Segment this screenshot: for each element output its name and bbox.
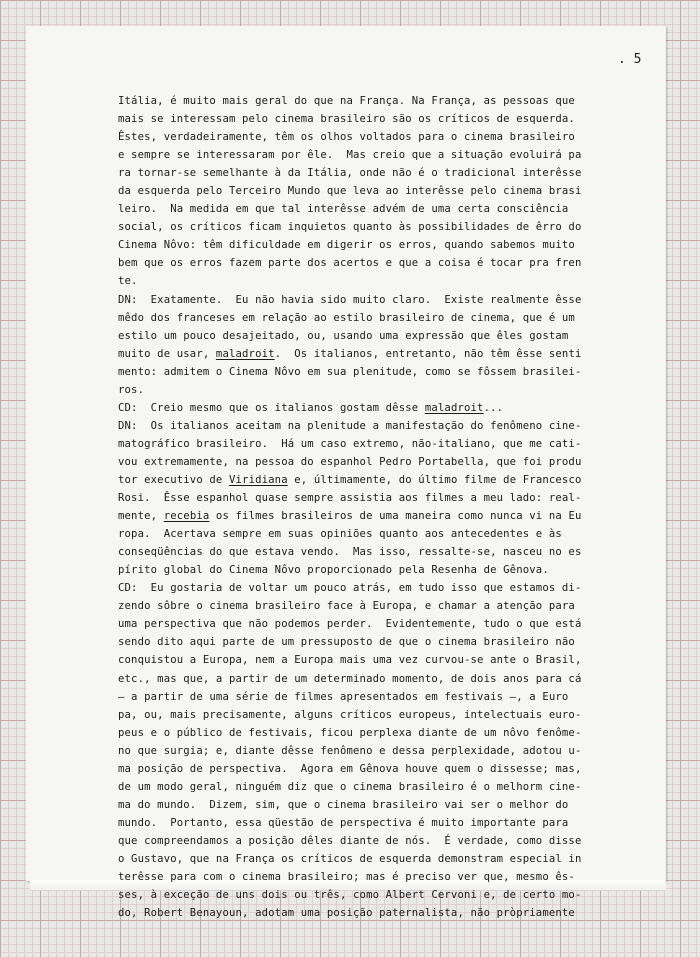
text-line: mente, recebia os filmes brasileiros de uma maneira como nunca vi na Eu (118, 510, 582, 523)
text-line: DN: Os italianos aceitam na plenitude a manifestação do fenômeno cine- (118, 419, 582, 432)
text-line: mento: admitem o Cinema Nôvo em sua plenitude, como se fôssem brasilei- (118, 365, 582, 378)
text-line: de um modo geral, ninguém diz que o cinema brasileiro é o melhorm cine- (118, 780, 582, 793)
text-line: social, os críticos ficam inquietos quanto às possibilidades de êrro do (118, 221, 582, 234)
text-line: pa, ou, mais precisamente, alguns críticos europeus, intelectuais euro- (118, 708, 582, 721)
text-line: ma posição de perspectiva. Agora em Gênova houve quem o dissesse; mas, (118, 762, 582, 775)
text-line: pírito global do Cinema Nôvo proporcionado pela Resenha de Gênova. (118, 564, 549, 577)
text-line: uma perspectiva que não podemos perder. Evidentemente, tudo o que está (118, 618, 582, 631)
text-line: conquistou a Europa, nem a Europa mais uma vez curvou-se ante o Brasil, (118, 654, 582, 667)
text-line: do, Robert Benayoun, adotam uma posição paternalista, não pròpriamente (118, 907, 575, 920)
text-line: peus e o público de festivais, ficou perplexa diante de um nôvo fenôme- (118, 726, 582, 739)
text-line: Cinema Nôvo: têm dificuldade em digerir os erros, quando sabemos muito (118, 239, 575, 252)
text-line: mêdo dos franceses em relação ao estilo brasileiro de cinema, que é um (118, 311, 575, 324)
text-line: ma do mundo. Dizem, sim, que o cinema brasileiro vai ser o melhor do (118, 798, 569, 811)
text-line: tor executivo de Viridiana e, últimamente, do último filme de Francesco (118, 473, 582, 486)
text-line: bem que os erros fazem parte dos acertos e que a coisa é tocar pra fren (118, 257, 582, 270)
text-line: sendo dito aqui parte de um pressuposto de que o cinema brasileiro não (118, 636, 575, 649)
text-line: te. (118, 275, 138, 288)
text-line: CD: Creio mesmo que os italianos gostam dêsse maladroit... (118, 401, 504, 414)
text-line: terêsse para com o cinema brasileiro; mas é preciso ver que, mesmo ês- (118, 871, 575, 884)
underlined-word: maladroit (215, 347, 275, 360)
text-line: estilo um pouco desajeitado, ou, usando uma expressão que êles gostam (118, 329, 569, 342)
text-line: Êstes, verdadeiramente, têm os olhos voltados para o cinema brasileiro (118, 131, 575, 144)
text-line: — a partir de uma série de filmes apresentados em festivais —, a Euro (118, 690, 569, 703)
text-line: muito de usar, maladroit. Os italianos, entretanto, não têm êsse senti (118, 347, 582, 360)
text-line: etc., mas que, a partir de um determinado momento, de dois anos para cá (118, 672, 582, 685)
text-line: ropa. Acertava sempre em suas opiniões quanto aos antecedentes e às (118, 528, 562, 541)
text-line: zendo sôbre o cinema brasileiro face à Europa, e chamar a atenção para (118, 600, 575, 613)
text-line: mais se interessam pelo cinema brasileiro são os críticos de esquerda. (118, 113, 575, 126)
text-line: o Gustavo, que na França os críticos de esquerda demonstram especial in (118, 852, 582, 865)
text-line: e sempre se interessaram por êle. Mas creio que a situação evoluirá pa (118, 149, 582, 162)
text-line: leiro. Na medida em que tal interêsse advém de uma certa consciência (118, 203, 569, 216)
text-line: Itália, é muito mais geral do que na França. Na França, as pessoas que (118, 95, 575, 107)
underlined-word: recebia (163, 510, 210, 523)
text-line: ra tornar-se semelhante à da Itália, onde não é o tradicional interêsse (118, 167, 582, 180)
page-number: . 5 (618, 52, 642, 67)
text-line: ros. (118, 383, 145, 396)
text-line: matográfico brasileiro. Há um caso extremo, não-italiano, que me cati- (118, 437, 582, 450)
text-line: no que surgia; e, diante dêsse fenômeno e dessa perplexidade, adotou u- (118, 744, 582, 757)
text-line: ses, à exceção de uns dois ou três, como Albert Cervoni e, de certo mo- (118, 889, 582, 902)
text-line: DN: Exatamente. Eu não havia sido muito claro. Existe realmente êsse (118, 293, 582, 306)
typewritten-text (118, 92, 643, 922)
underlined-word: maladroit (424, 401, 484, 414)
text-line: Rosi. Êsse espanhol quase sempre assistia aos filmes a meu lado: real- (118, 492, 582, 505)
text-line: da esquerda pelo Terceiro Mundo que leva ao interêsse pelo cinema brasi (118, 185, 582, 198)
underlined-word: Viridiana (228, 473, 288, 486)
text-line: CD: Eu gostaria de voltar um pouco atrás, em tudo isso que estamos di- (118, 582, 582, 595)
text-line: conseqüências do que estava vendo. Mas isso, ressalte-se, nasceu no es (118, 546, 582, 559)
text-line: vou extremamente, na pessoa do espanhol Pedro Portabella, que foi produ (118, 455, 582, 468)
text-line: mundo. Portanto, essa qüestão de perspectiva é muito importante para (118, 816, 569, 829)
text-line: que compreendamos a posição dêles diante de nós. É verdade, como disse (118, 834, 582, 847)
